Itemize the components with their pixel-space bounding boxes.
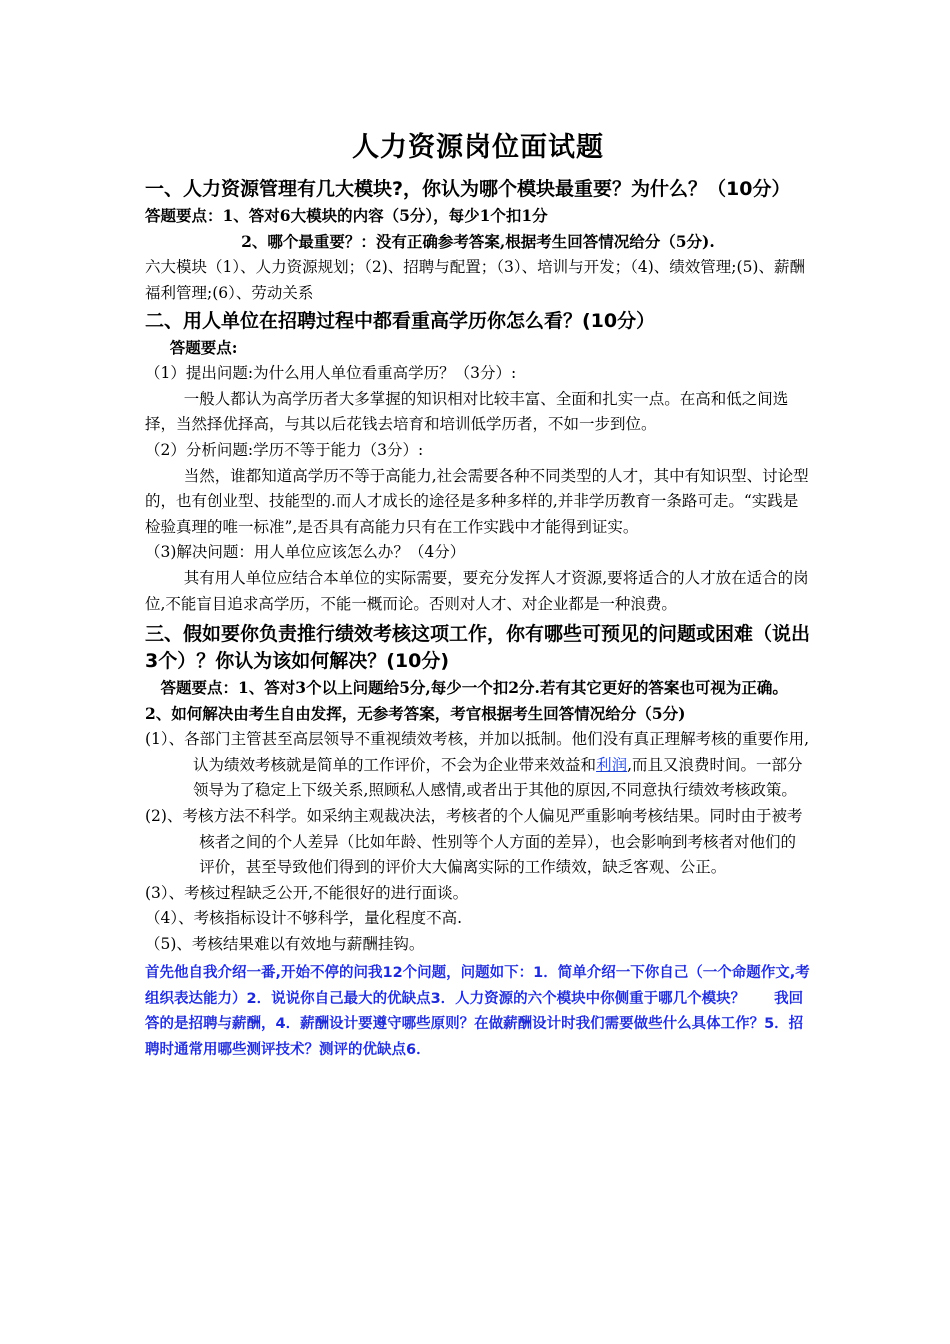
question-3-item-3: (3）、考核过程缺乏公开,不能很好的进行面谈。 — [145, 883, 469, 902]
document-page — [145, 128, 811, 1063]
question-3-item-5: （5)、考核结果难以有效地与薪酬挂钩。 — [145, 934, 425, 953]
question-1-points-1: 答题要点：1、答对6大模块的内容（5分），每少1个扣1分 — [145, 206, 548, 225]
question-2-s1-title: （1）提出问题:为什么用人单位看重高学历？（3分）: — [145, 364, 517, 383]
question-3-points: 答题要点：1、答对3个以上问题给5分,每少一个扣2分.若有其它更好的答案也可视为正确。2、如何解决由考生自由发挥，无参考答案，考官根据考生回答情况给分（5分) — [145, 678, 788, 724]
question-2-s1-body: 一般人都认为高学历者大多掌握的知识相对比较丰富、全面和扎实一点。在高和低之间选择，当然择优择高，与其以后花钱去培育和培训低学历者，不如一步到位。 — [145, 389, 789, 434]
question-2-s3-title: （3)解决问题：用人单位应该怎么办？（4分） — [145, 543, 466, 562]
question-2-points: 答题要点: — [169, 338, 238, 358]
question-3-item-2: (2)、考核方法不科学。如采纳主观裁决法，考核者的个人偏见严重影响考核结果。同时由于被考核者之间的个人差异（比如年龄、性别等个人方面的差异），也会影响到考核者对他们的评价，甚至导致他们得到的评价大大偏离实际的工作绩效，缺乏客观、公正。 — [145, 806, 803, 877]
profit-link[interactable]: 利润 — [596, 755, 628, 774]
question-1-points-2-text: 2、哪个最重要？：没有正确参考答案,根据考生回答情况给分（5分). — [241, 232, 715, 251]
question-3-item-4: （4）、考核指标设计不够科学，量化程度不高. — [145, 909, 463, 928]
interview-notes-blue: 首先他自我介绍一番,开始不停的问我12个问题，问题如下：1．简单介绍一下你自己（一个命题作文,考组织表达能力）2．说说你自己最大的优缺点3．人力资源的六个模块中你侧重于哪几个模块？ 我回答的是招聘与薪酬，4．薪酬设计要遵守哪些原则？在做薪酬设计时我们需要做些什么具体工作？5．招聘时通常用哪些测评技术？测评的优缺点6． — [145, 965, 810, 1058]
question-2-s2-title: （2）分析问题:学历不等于能力（3分）: — [145, 440, 424, 459]
question-1-heading: 一、人力资源管理有几大模块?，你认为哪个模块最重要？为什么？（10分） — [145, 178, 791, 200]
question-3-item-1-text-b: ,而且又浪费时间。一部分领导为了稳定上下级关系,照顾私人感情,或者出于其他的原因,不同意执行绩效考核政策。 — [193, 755, 803, 800]
page-title: 人力资源岗位面试题 — [352, 132, 604, 163]
question-2-heading: 二、用人单位在招聘过程中都看重高学历你怎么看？(10分） — [145, 310, 656, 333]
question-3-item-1-text-a: (1）、各部门主管甚至高层领导不重视绩效考核，并加以抵制。他们没有真正理解考核的重要作用,认为绩效考核就是简单的工作评价，不会为企业带来效益和 — [145, 730, 810, 774]
question-1-answer: 六大模块（1）、人力资源规划；（2)、招聘与配置；（3）、培训与开发；（4)、绩效管理;(5)、薪酬福利管理;(6）、劳动关系 — [145, 258, 805, 302]
question-2-s3-body: 其有用人单位应结合本单位的实际需要，要充分发挥人才资源,要将适合的人才放在适合的岗位,不能盲目追求高学历，不能一概而论。否则对人才、对企业都是一种浪费。 — [145, 568, 809, 613]
question-3-item-1 — [145, 727, 811, 804]
question-3-heading: 三、假如要你负责推行绩效考核这项工作，你有哪些可预见的问题或困难（说出3个）？你认为该如何解决？(10分) — [145, 623, 811, 673]
question-1-points-2 — [145, 229, 811, 255]
question-2-s2-body: 当然，谁都知道高学历不等于高能力,社会需要各种不同类型的人才，其中有知识型、讨论型的，也有创业型、技能型的.而人才成长的途径是多种多样的,并非学历教育一条路可走。“实践是检验真理的唯一标准”,是否具有高能力只有在工作实践中才能得到证实。 — [145, 466, 809, 536]
